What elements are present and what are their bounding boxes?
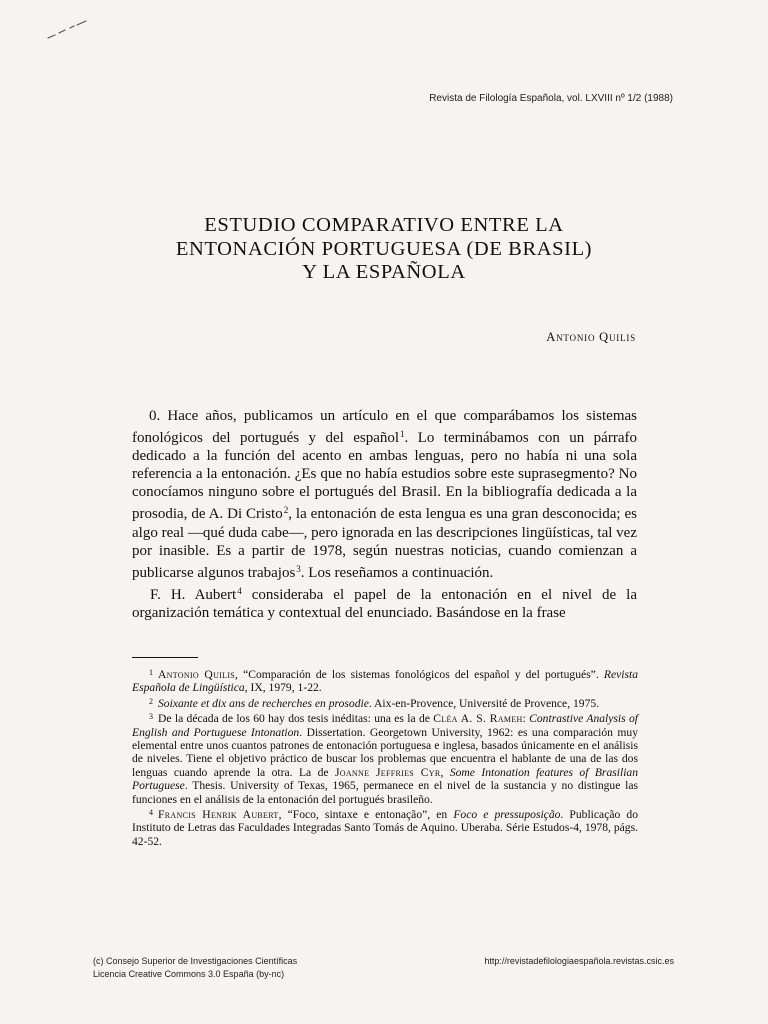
title-line-3: Y LA ESPAÑOLA (302, 261, 466, 283)
body-text-segment: , la entonación de esta lengua es una gran desconocida; es algo real —qué duda cabe—, pero ignorada en las descripciones lingüísticas, tal vez por inasible. Es a partir de 1978, según nuestras noticias, cuando comienzan a publicarse algunos trabajos (132, 506, 638, 581)
footnote-text: De la década de los 60 hay dos tesis inéditas: una es la de (158, 712, 434, 726)
title-line-1: ESTUDIO COMPARATIVO ENTRE LA (204, 214, 564, 236)
footnote-3 (132, 710, 638, 806)
license-footer (93, 955, 297, 981)
footnote-author: Cléa A. S. Rameh (433, 712, 523, 726)
footnote-author: Francis Henrik Aubert (158, 808, 279, 822)
journal-url[interactable]: http://revistadefilologiaespañola.revistas.csic.es (484, 956, 674, 966)
footnote-reference[interactable]: 3 (296, 563, 301, 574)
footnote-text: . Publicação do Instituto de Letras das Faculdades Integradas Santo Tomás de Aquino. Uberaba. Série Estudos-4, 1978, págs. 42-52. (132, 808, 638, 848)
body-paragraph (132, 582, 637, 622)
footnote-title: Soixante et dix ans de recherches en prosodie (158, 696, 369, 710)
copyright-line: (c) Consejo Superior de Investigaciones Científicas (93, 956, 298, 966)
body-paragraph (132, 407, 637, 582)
footnote-number: 3 (149, 712, 153, 722)
footnote-text: , (440, 765, 450, 779)
footnote-title: Contrastive Analysis of English and Portuguese Intonation (132, 712, 639, 739)
footnote-text: , “Comparación de los sistemas fonológicos del español y del portugués”. (235, 668, 604, 681)
body-text-segment: F. H. Aubert (150, 586, 237, 603)
footnote-number: 2 (149, 696, 153, 706)
body-text-segment: . Los reseñamos a continuación. (300, 564, 494, 581)
footnote-text: . Thesis. University of Texas, 1965, permanece en el nivel de la sustancia y no distingue las funciones en el análisis de la entonación del portugués brasileño. (132, 779, 638, 806)
footnote-text: . Dissertation. Georgetown University, 1962: es una comparación muy elemental entre unos cuantos patrones de entonación portuguesa e inglesa, basados únicamente en el análisis de niveles. Tiene el objetivo práctico de buscar los problemas que encuentra el hablante de una de las dos lenguas cuando aprende la otra. La de (132, 725, 638, 779)
footnote-number: 4 (149, 808, 153, 818)
license-line[interactable]: Licencia Creative Commons 3.0 España (by-nc) (93, 969, 285, 979)
footnote-number: 1 (149, 668, 153, 677)
footnote-reference[interactable]: 2 (283, 505, 289, 516)
body-text-segment: . Lo terminábamos con un párrafo dedicado a la función del acento en ambas lenguas, pero no había ni una sola referencia a la entonación. ¿Es que no había estudios sobre este suprasegmento? No conocíamos ninguno sobre el portugués del Brasil. En la bibliografía dedicada a la prosodia, de A. Di Cristo (132, 430, 637, 523)
footnote-separator (132, 657, 198, 658)
scan-smudge-mark (46, 20, 90, 40)
footnote-text: , “Foco, sintaxe e entonação”, en (278, 808, 454, 822)
footnote-title: Some Intonation features of Brasilian Portuguese (132, 765, 639, 793)
footnote-reference[interactable]: 4 (237, 585, 242, 596)
footnote-author: Joanne Jeffries Cyr (334, 765, 441, 779)
author-name: Antonio Quilis (546, 330, 636, 344)
body-text-segment: 0. Hace años, publicamos un artículo en el que comparábamos los sistemas fonológicos del portugués y del español (132, 408, 637, 447)
journal-reference: Revista de Filología Española, vol. LXVIII nº 1/2 (1988) (429, 93, 673, 104)
footnote-text: : (522, 712, 530, 726)
footnote-author: Antonio Quilis (158, 668, 236, 681)
body-text-segment: consideraba el papel de la entonación en el nivel de la organización temática y contextual del enunciado. Basándose en la frase (132, 586, 637, 621)
footnote-title: Revista Española de Lingüística (132, 668, 638, 695)
article-body (132, 407, 637, 622)
footnote-1 (132, 666, 638, 695)
footnote-reference[interactable]: 1 (400, 429, 405, 440)
footnote-title: Foco e pressuposição (453, 808, 561, 822)
footnote-4 (132, 806, 638, 848)
footnotes (132, 666, 638, 848)
footnote-text: , IX, 1979, 1-22. (244, 681, 322, 695)
title-line-2: ENTONACIÓN PORTUGUESA (DE BRASIL) (175, 237, 593, 260)
footnote-2 (132, 695, 638, 710)
footnote-text: . Aix-en-Provence, Université de Provence, 1975. (368, 696, 600, 710)
article-title (100, 214, 668, 285)
